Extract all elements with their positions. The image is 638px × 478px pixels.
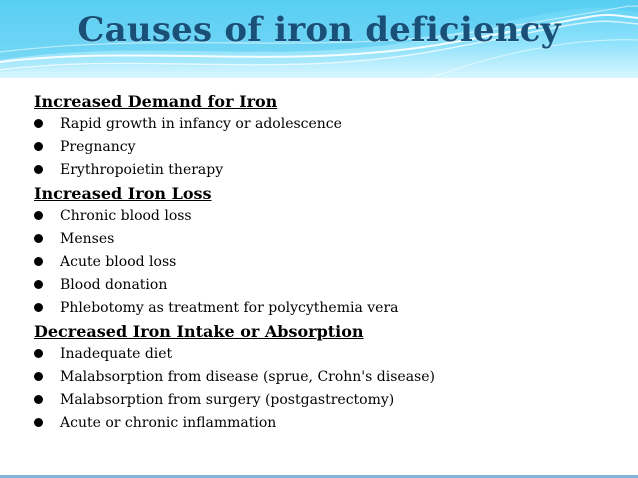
list-item-text: Menses (60, 231, 115, 247)
list-item-text: Acute blood loss (60, 254, 177, 270)
bullet-dot-icon (34, 372, 43, 381)
bullet-list (34, 113, 624, 182)
list-item-text: Inadequate diet (60, 346, 173, 362)
section-heading: Increased Iron Loss (34, 184, 212, 203)
bullet-dot-icon (34, 395, 43, 404)
list-item-text: Pregnancy (60, 139, 136, 155)
list-item-text: Rapid growth in infancy or adolescence (60, 116, 342, 132)
bullet-dot-icon (34, 418, 43, 427)
list-item (34, 412, 624, 435)
list-item-text: Malabsorption from surgery (postgastrectomy) (60, 392, 395, 408)
bullet-list (34, 205, 624, 320)
list-item (34, 228, 624, 251)
bullet-dot-icon (34, 211, 43, 220)
section-increased-loss (34, 182, 624, 320)
section-increased-demand (34, 90, 624, 182)
list-item-text: Chronic blood loss (60, 208, 192, 224)
bullet-dot-icon (34, 165, 43, 174)
list-item-text: Phlebotomy as treatment for polycythemia vera (60, 300, 399, 316)
section-heading: Decreased Iron Intake or Absorption (34, 322, 364, 341)
bullet-dot-icon (34, 280, 43, 289)
slide-title: Causes of iron deficiency (77, 10, 561, 50)
list-item (34, 113, 624, 136)
list-item (34, 297, 624, 320)
bullet-dot-icon (34, 119, 43, 128)
list-item (34, 389, 624, 412)
bullet-dot-icon (34, 142, 43, 151)
bullet-dot-icon (34, 234, 43, 243)
list-item (34, 136, 624, 159)
section-decreased-intake (34, 320, 624, 435)
bullet-list (34, 343, 624, 435)
list-item-text: Malabsorption from disease (sprue, Crohn's disease) (60, 369, 435, 385)
bullet-dot-icon (34, 349, 43, 358)
list-item-text: Blood donation (60, 277, 168, 293)
list-item (34, 159, 624, 182)
list-item (34, 343, 624, 366)
list-item (34, 251, 624, 274)
list-item-text: Acute or chronic inflammation (60, 415, 277, 431)
header-band (0, 0, 638, 78)
bullet-dot-icon (34, 303, 43, 312)
section-heading: Increased Demand for Iron (34, 92, 278, 111)
content-area (34, 90, 624, 435)
list-item (34, 205, 624, 228)
bullet-dot-icon (34, 257, 43, 266)
list-item-text: Erythropoietin therapy (60, 162, 224, 178)
list-item (34, 366, 624, 389)
list-item (34, 274, 624, 297)
